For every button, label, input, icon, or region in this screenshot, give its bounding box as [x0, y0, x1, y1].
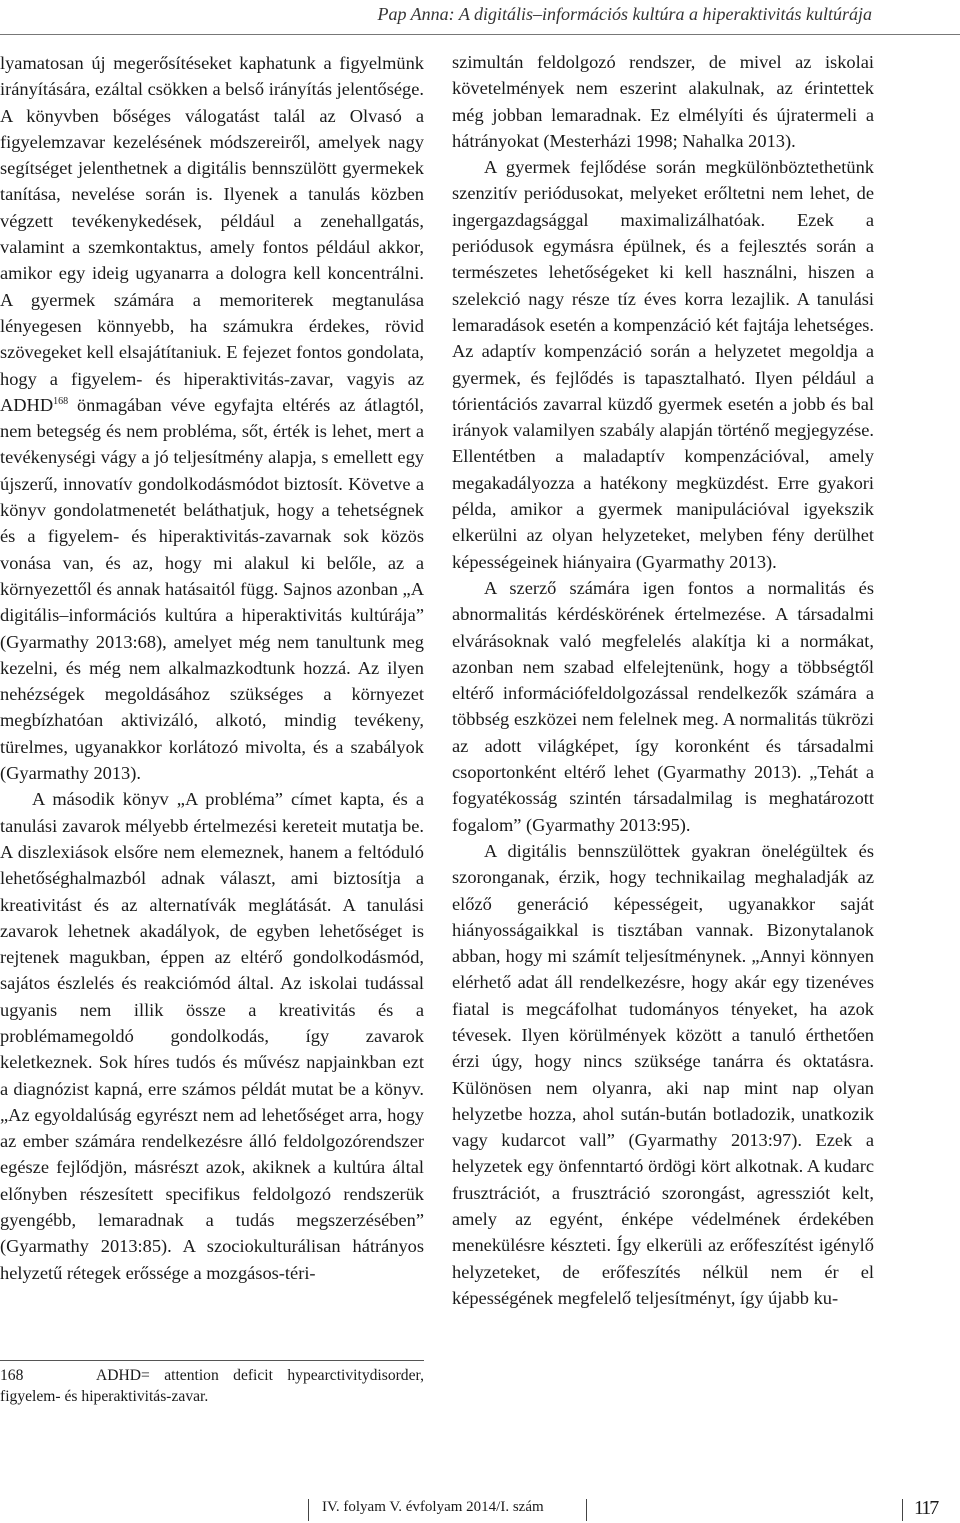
footnote-reference[interactable]: 168	[53, 395, 69, 407]
left-paragraph-1-part-a: lyamatosan új megerősítéseket kaphatunk a figyelmünk irányítására, ezáltal csökken a belső irányítás jelentősége. A könyvben bőséges válogatást talál az Olvasó a figyelemzavar kezelésének módszereiről, amelyek nagy segítséget jelenthetnek a digitális bennszülött gyermekek tanítása, nevelése során is. Ilyenek a tanulás közben végzett tevékenykedések, például a zenehallgatás, valamint a szemkontaktus, amely fontos például akkor, amikor egy ideig ugyanarra a dologra kell koncentrálni. A gyermek számára a memoriterek megtanulása lényegesen könnyebb, ha számukra érdekes, rövid szövegeket kell elsajátítaniuk. E fejezet fontos gondolata, hogy a figyelem- és hiperaktivitás-zavar, vagyis az ADHD	[0, 53, 424, 415]
right-paragraph-3: A szerző számára igen fontos a normalitás és abnormalitás kérdéskörének értelmezése. A társadalmi elvárásoknak való megfelelés alakítja ki a normákat, azonban nem szabad elfelejtenünk, hogy a többségtől eltérő információfeldolgozással rendelkezők számára a többség eszközei nem felelnek meg. A normalitás tükrözi az adott világképet, így koronként és társadalmi csoportonként eltérő lehet (Gyarmathy 2013). „Tehát a fogyatékosság szintén társadalmilag is meghatározott fogalom” (Gyarmathy 2013:95).	[452, 577, 874, 835]
page-number: 117	[914, 1497, 938, 1519]
right-paragraph-2: A gyermek fejlődése során megkülönböztethetünk szenzitív periódusokat, melyeket erőltetni nem lehet, de ingergazdagsággal maximalizálhatóak. Ezek a periódusok egymásra épülnek, és a fejlesztés során a természetes lehetőségeket ki kell használni, hiszen a szelekció nagy része tíz éves korra lezajlik. A tanulási lemaradások esetén a kompenzáció két fajtája lehetséges. Az adaptív kompenzáció során a helyzetet megoldja a gyermek, és fejlődés is tapasztalható. Ilyen például a tórientációs zavarral küzdő gyermek esetén a jobb és bal irányok valamilyen szabály alapján történő megjegyzése. Ellentétben a maladaptív kompenzációval, amely megakadályozza a hatékony megküzdést. Erre gyakori példa, amikor a gyermek manipulációval igyekszik elkerülni az olyan helyzeteket, melyben fény derülhet képességeinek hiányaira (Gyarmathy 2013).	[452, 157, 874, 572]
left-column	[0, 50, 424, 1286]
header-divider	[0, 34, 960, 35]
page-footer	[0, 1497, 960, 1523]
right-paragraph-1: szimultán feldolgozó rendszer, de mivel az iskolai követelmények nem eszerint alakulnak, az érintettek még jobban lemaradnak. Ez elmélyíti és újratermeli a hátrányokat (Mesterházi 1998; Nahalka 2013).	[452, 52, 874, 151]
footer-divider-right	[586, 1499, 587, 1521]
footer-divider-left	[308, 1499, 309, 1521]
footnote-number: 168	[0, 1367, 24, 1384]
running-header: Pap Anna: A digitális–információs kultúra a hiperaktivitás kultúrája	[377, 4, 872, 24]
left-paragraph-1-part-b: önmagában véve egyfajta eltérés az átlagtól, nem betegség és nem probléma, sőt, érték is lehet, mert a tevékenységi vágy a jó teljesítmény alapja, s emellett egy újszerű, innovatív gondolkodásmódot biztosít. Követve a könyv gondolatmenetét beláthatjuk, hogy a tehetségnek és a figyelem- és hiperaktivitás-zavarnak sok közös vonása van, és az, hogy mi alakul ki belőle, az a környezettől és annak hatásaitól függ. Sajnos azonban „A digitális–információs kultúra a hiperaktivitás kultúrája” (Gyarmathy 2013:68), amelyet még nem tanultunk meg kezelni, és még nem alkalmazkodtunk hozzá. Az ilyen nehézségek megoldásához szükséges a környezet megbízhatóan aktivizáló, alkotó, mindig tevékeny, türelmes, ugyanakkor korlátozó mivolta, és a szabályok (Gyarmathy 2013).	[0, 394, 424, 784]
footer-divider-page	[902, 1499, 903, 1521]
left-paragraph-1	[0, 50, 424, 786]
footnote	[0, 1365, 424, 1407]
right-paragraph-4: A digitális bennszülöttek gyakran önelégültek és szoronganak, érzik, hogy technikailag meghaladják az előző generáció képességeit, ugyanakkor saját hiányosságaikkal is tisztában vannak. Bizonytalanok abban, hogy mi számít teljesítménynek. „Annyi könnyen elérhető adat áll rendelkezésre, hogy akár egy tizenéves fiatal is megcáfolhat tudományos tényeket, ha azok tévesek. Ilyen körülmények között a tanuló érthetően érzi úgy, hogy nincs szüksége tanárra és oktatásra. Különösen nem olyanra, aki nap mint nap olyan helyzetbe hozza, ahol sután-bután botladozik, unatkozik vagy kudarcot vall” (Gyarmathy 2013:97). Ezek a helyzetek egy önfenntartó ördögi kört alkotnak. A kudarc frusztrációt, a frusztráció szorongást, agressziót kelt, amely az egyént, énképe védelmének érdekében menekülésre készteti. Így elkerüli az erőfeszítést igénylő helyzeteket, de erőfeszítés nélkül nem ér el képességének megfelelő teljesítményt, így újabb ku-	[452, 840, 874, 1308]
issue-label: IV. folyam V. évfolyam 2014/I. szám	[322, 1499, 544, 1515]
left-paragraph-2: A második könyv „A probléma” címet kapta, és a tanulási zavarok mélyebb értelmezési kereteit mutatja be. A diszlexiások elsőre nem elemeznek, hanem a feltóduló lehetőséghalmazból adnak választ, ami biztosítja a kreativitást és az alternatívák meglátását. A tanulási zavarok lehetnek akadályok, de egyben lehetőséget is rejtenek magukban, éppen az eltérő gondolkodásmód, sajátos észlelés és reakciómód által. Az iskolai tudással ugyanis nem illik össze a kreativitás és a problémamegoldó gondolkodás, így zavarok keletkeznek. Sok híres tudós és művész napjainkban ezt a diagnózist kapná, erre számos példát mutat be a könyv. „Az egyoldalúság egyrészt nem ad lehetőséget arra, hogy az ember számára rendelkezésre álló feldolgozórendszer egésze fejlődjön, másrészt azok, akiknek a kultúra által előnyben részesített specifikus feldolgozó rendszerük gyengébb, lemaradnak a tudás megszerzésében” (Gyarmathy 2013:85). A szociokulturálisan hátrányos helyzetű rétegek erőssége a mozgásos-téri-	[0, 789, 424, 1283]
footnote-text: ADHD= attention deficit hypearctivitydisorder, figyelem- és hiperaktivitás-zavar.	[0, 1367, 424, 1405]
footnote-divider	[0, 1360, 424, 1361]
right-column	[452, 49, 874, 1311]
